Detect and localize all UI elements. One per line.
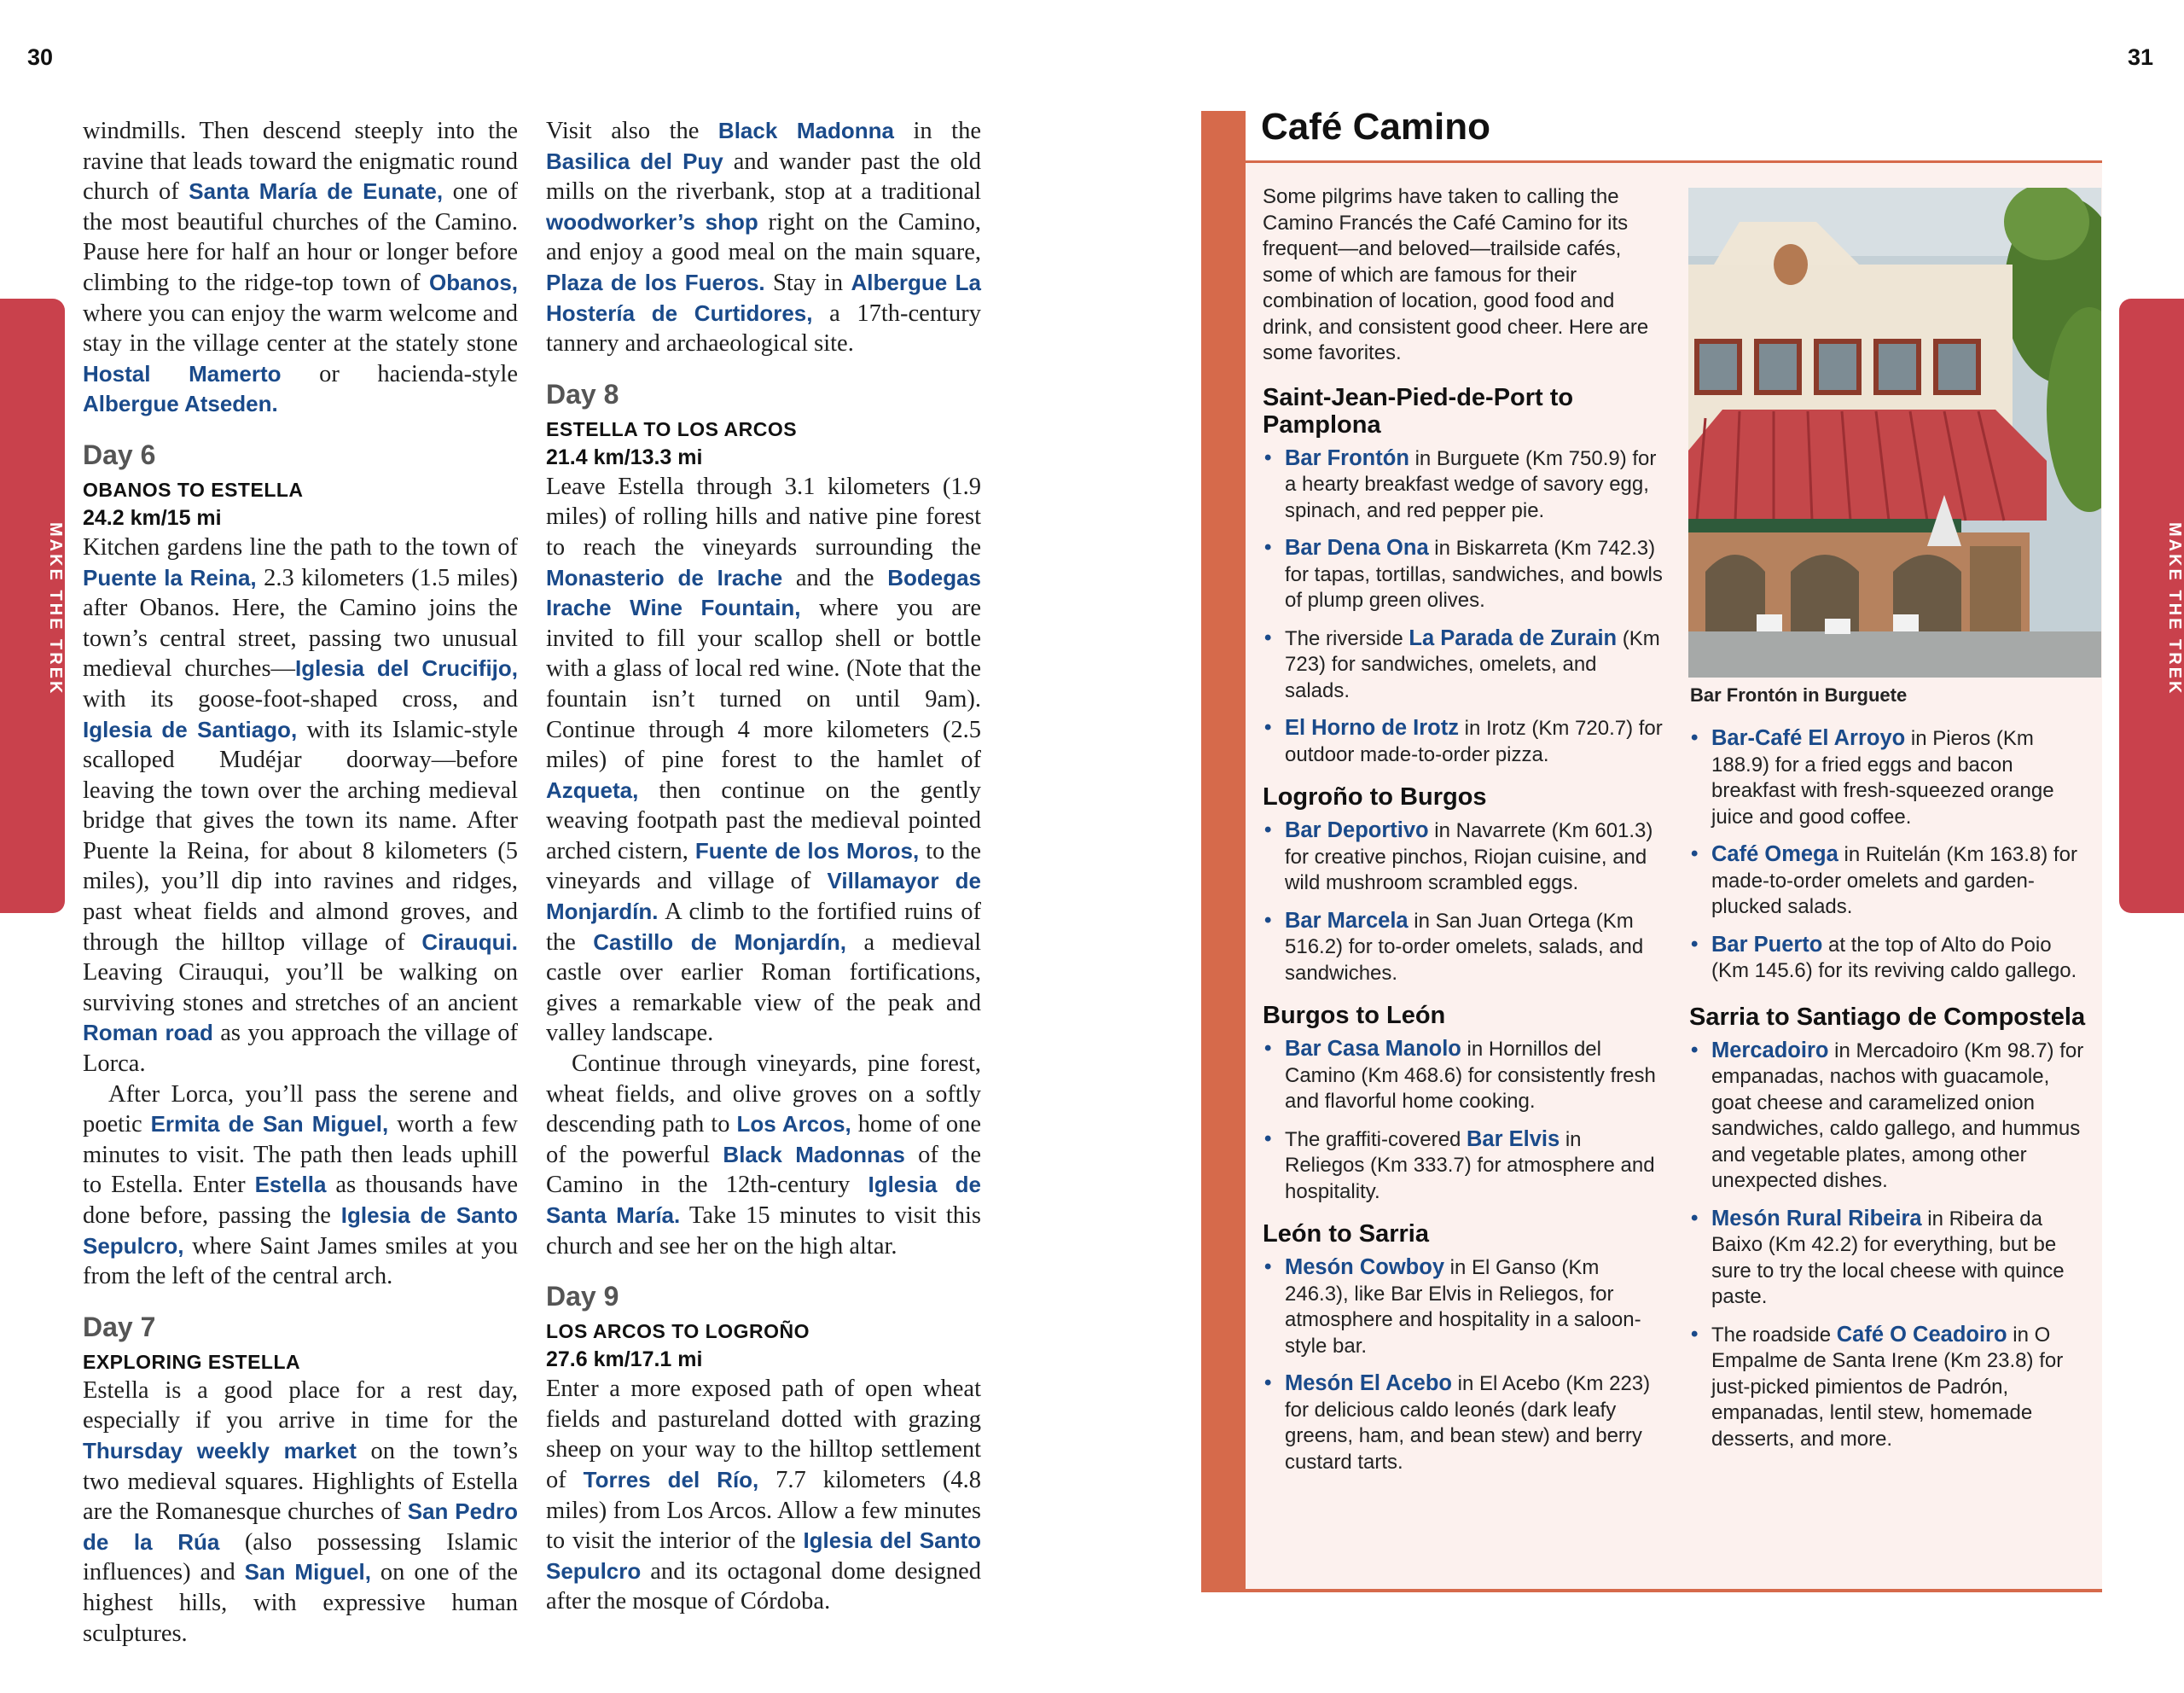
cafe-name: Mesón Cowboy xyxy=(1285,1255,1445,1279)
bullet-icon: • xyxy=(1264,536,1272,559)
bullet-icon: • xyxy=(1691,1206,1699,1230)
cafe-name: Mesón Rural Ribeira xyxy=(1711,1206,1922,1230)
sidebar-title-rule xyxy=(1246,160,2102,163)
list-item: • Bar Dena Ona in Biskarreta (Km 742.3) for tapas, tortillas, sandwiches, and bowls of plump green olives. xyxy=(1264,536,1663,612)
sidebar-intro: Some pilgrims have taken to calling the Camino Francés the Café Camino for its frequent—and beloved—trailside cafés, some of which are famous for their combination of location, good food and drink, and consistent good cheer. Here are some favorites. xyxy=(1263,185,1649,364)
day-distance: 27.6 km/17.1 mi xyxy=(546,1347,703,1372)
cafe-name: El Horno de Irotz xyxy=(1285,716,1459,740)
sidebar-column-right xyxy=(1689,725,2090,1463)
list-item: • Bar Deportivo in Navarrete (Km 601.3) for creative pinchos, Riojan cuisine, and wild mushroom scrambled eggs. xyxy=(1264,818,1653,894)
place-link: San Miguel, xyxy=(244,1559,371,1585)
bullet-icon: • xyxy=(1264,1371,1272,1394)
bullet-icon: • xyxy=(1691,1322,1699,1346)
day-heading: Day 7 xyxy=(83,1311,156,1342)
cafe-name: Bar Marcela xyxy=(1285,908,1409,933)
paragraph: Visit also the Black Madonna in the Basilica del Puy and wander past the old mills on the riverbank, stop at a traditional woodworker’s shop right on the Camino, and enjoy a good meal on the main square, Plaza de los Fueros. Stay in Albergue La Hostería de Curtidores, a 17th-century tannery and archaeological site. xyxy=(546,118,981,358)
cafe-name: Café Omega xyxy=(1711,842,1838,866)
cafe-name: Mercadoiro xyxy=(1711,1038,1829,1062)
place-link: Villamayor de Monjardín. xyxy=(546,868,982,925)
place-link: Monasterio de Irache xyxy=(546,564,783,591)
day-heading: Day 8 xyxy=(546,378,619,410)
section-heading: Saint-Jean-Pied-de-Port to Pamplona xyxy=(1263,383,1574,439)
paragraph: Leave Estella through 3.1 kilometers (1.9 miles) of rolling hills and native pine forest to reach the vineyards surrounding the Monasterio de Irache and the Bodegas Irache Wine Fountain, where you are invited to fill your scallop shell or bottle with a glass of local red wine. (Note that the fountain isn’t turned on until 9am). Continue through 4 more kilometers (2.5 miles) of pine forest to the hamlet of Azqueta, then continue on the gently weaving footpath past the medieval pointed arched cistern, Fuente de los Moros, to the vineyards and village of Villamayor de Monjardín. A climb to the fortified ruins of the Castillo de Monjardín, a medieval castle over earlier Roman fortifications, gives a remarkable view of the peak and valley landscape. xyxy=(546,473,982,1047)
list-item: • Bar Casa Manolo in Hornillos del Camino (Km 468.6) for consistently fresh and flavorful home cooking. xyxy=(1264,1037,1656,1113)
cafe-list xyxy=(1263,445,1664,769)
place-link: San Pedro de la Rúa xyxy=(83,1498,518,1555)
place-link: Azqueta, xyxy=(546,777,639,803)
bullet-icon: • xyxy=(1264,818,1272,841)
place-link: Cirauqui. xyxy=(421,928,518,955)
list-item: • Café Omega in Ruitelán (Km 163.8) for made-to-order omelets and garden-plucked salads. xyxy=(1691,842,2077,918)
cafe-name: Mesón El Acebo xyxy=(1285,1371,1453,1395)
page-number-right: 31 xyxy=(2128,44,2154,70)
bullet-icon: • xyxy=(1264,1126,1272,1150)
list-item: • The roadside Café O Ceadoiro in O Empalme de Santa Irene (Km 23.8) for just-picked pimientos de Padrón, empanadas, lentil stew, homemade desserts, and more. xyxy=(1691,1322,2064,1451)
paragraph: Kitchen gardens line the path to the town of Puente la Reina, 2.3 kilometers (1.5 miles) after Obanos. Here, the Camino joins the town’s central street, passing two unusual medieval churches—Iglesia del Crucifijo, with its goose-foot-shaped cross, and Iglesia de Santiago, with its Islamic-style scalloped Mudéjar doorway—before leaving the town over the arching medieval bridge that gives the town its name. After Puente la Reina, for about 8 kilometers (5 miles), you’ll dip into ravines and ridges, past wheat fields and almond groves, and through the hilltop village of Cirauqui. Leaving Cirauqui, you’ll be walking on surviving stones and stretches of an ancient Roman road as you approach the village of Lorca. xyxy=(83,533,519,1078)
list-item: • Bar-Café El Arroyo in Pieros (Km 188.9) for a fried eggs and bacon breakfast with fresh-squeezed orange juice and good coffee. xyxy=(1691,726,2054,829)
section-heading: León to Sarria xyxy=(1263,1220,1429,1248)
day-heading: Day 6 xyxy=(83,439,156,470)
cafe-list xyxy=(1263,1036,1664,1205)
place-link: Ermita de San Miguel, xyxy=(150,1111,389,1137)
bullet-icon: • xyxy=(1691,842,1699,865)
bullet-icon: • xyxy=(1264,625,1272,649)
sidebar-column-left xyxy=(1263,184,1664,1486)
day-route: ESTELLA TO LOS ARCOS xyxy=(546,417,798,440)
section-heading: Sarria to Santiago de Compostela xyxy=(1689,1003,2086,1031)
cafe-list xyxy=(1689,725,2090,985)
list-item: • The graffiti-covered Bar Elvis in Reliegos (Km 333.7) for atmosphere and hospitality. xyxy=(1264,1126,1655,1203)
bullet-icon: • xyxy=(1264,908,1272,932)
bullet-icon: • xyxy=(1691,932,1699,956)
bullet-icon: • xyxy=(1264,1255,1272,1278)
cafe-name: Bar Elvis xyxy=(1467,1126,1560,1151)
place-link: Iglesia de Santo Sepulcro, xyxy=(83,1202,519,1259)
section-heading: Burgos to León xyxy=(1263,1002,1446,1029)
side-tab-label: MAKE THE TREK xyxy=(46,522,65,696)
list-item: • Mesón Rural Ribeira in Ribeira da Baixo (Km 42.2) for everything, but be sure to try the local cheese with quince paste. xyxy=(1691,1206,2065,1308)
text-column-1 xyxy=(83,116,518,1649)
place-link: Iglesia de Santiago, xyxy=(83,716,298,742)
section-heading: Logroño to Burgos xyxy=(1263,783,1487,811)
place-link: Fuente de los Moros, xyxy=(694,837,920,864)
place-link: Albergue Atseden. xyxy=(83,391,278,417)
place-link: Los Arcos, xyxy=(736,1111,851,1137)
bullet-icon: • xyxy=(1264,445,1272,469)
cafe-name: Bar Deportivo xyxy=(1285,818,1429,842)
place-link: Albergue La Hostería de Curtidores, xyxy=(546,269,981,326)
place-link: Black Madonnas xyxy=(723,1141,905,1167)
list-item: • Mesón El Acebo in El Acebo (Km 223) for delicious caldo leonés (dark leafy greens, ham, and bean stew) and berry custard tarts. xyxy=(1264,1371,1651,1474)
day-route: OBANOS TO ESTELLA xyxy=(83,478,304,501)
list-item: • El Horno de Irotz in Irotz (Km 720.7) for outdoor made-to-order pizza. xyxy=(1264,716,1663,766)
paragraph: Estella is a good place for a rest day, especially if you arrive in time for the Thursday weekly market on the town’s two medieval squares. Highlights of Estella are the Romanesque churches of San Pedro de la Rúa (also possessing Islamic influences) and San Miguel, on one of the highest hills, with expressive human sculptures. xyxy=(83,1376,519,1647)
paragraph: After Lorca, you’ll pass the serene and poetic Ermita de San Miguel, worth a few minutes to visit. The path then leads uphill to Estella. Enter Estella as thousands have done before, passing the Iglesia de Santo Sepulcro, where Saint James smiles at you from the left of the central arch. xyxy=(83,1080,519,1290)
place-link: Iglesia de Santa María. xyxy=(546,1172,981,1228)
place-link: Black Madonna xyxy=(717,118,894,143)
list-item: • The riverside La Parada de Zurain (Km 723) for sandwiches, omelets, and salads. xyxy=(1264,625,1660,702)
place-link: Santa María de Eunate, xyxy=(189,178,444,205)
place-link: Bodegas Irache Wine Fountain, xyxy=(546,564,982,621)
place-link: Estella xyxy=(254,1172,327,1198)
bullet-icon: • xyxy=(1691,1038,1699,1062)
cafe-name: Bar Casa Manolo xyxy=(1285,1037,1461,1061)
cafe-name: Bar Puerto xyxy=(1711,932,1823,957)
page-number-left: 30 xyxy=(27,44,54,70)
list-item: • Mesón Cowboy in El Ganso (Km 246.3), like Bar Elvis in Reliegos, for atmosphere and hospitality in a saloon-style bar. xyxy=(1264,1255,1641,1358)
sidebar-stripe xyxy=(1201,111,1246,1592)
place-link: Obanos, xyxy=(428,269,518,295)
paragraph: windmills. Then descend steeply into the ravine that leads toward the enigmatic round church of Santa María de Eunate, one of the most beautiful churches of the Camino. Pause here for half an hour or longer before climbing to the ridge-top town of Obanos, where you can enjoy the warm welcome and stay in the village center at the stately stone Hostal Mamerto or hacienda-style Albergue Atseden. xyxy=(83,118,518,417)
bullet-icon: • xyxy=(1264,1037,1272,1060)
place-link: Thursday weekly market xyxy=(83,1437,357,1463)
day-distance: 24.2 km/15 mi xyxy=(83,505,222,530)
cafe-name: Bar-Café El Arroyo xyxy=(1711,726,1906,750)
list-item: • Bar Frontón in Burguete (Km 750.9) for a hearty breakfast wedge of savory egg, spinach, and red pepper pie. xyxy=(1264,445,1657,522)
place-link: Plaza de los Fueros. xyxy=(546,269,765,295)
place-link: Iglesia del Crucifijo, xyxy=(295,655,518,682)
day-route: EXPLORING ESTELLA xyxy=(83,1350,301,1373)
list-item: • Bar Marcela in San Juan Ortega (Km 516.2) for to-order omelets, salads, and sandwiches. xyxy=(1264,908,1644,985)
cafe-list xyxy=(1689,1038,2090,1453)
list-item: • Mercadoiro in Mercadoiro (Km 98.7) for empanadas, nachos with guacamole, goat cheese and caramelized onion sandwiches, caldo gallego, and hummus and vegetable plates, among other unexpected dishes. xyxy=(1691,1038,2084,1192)
sidebar-title: Café Camino xyxy=(1261,106,1490,148)
cafe-list xyxy=(1263,817,1664,986)
bullet-icon: • xyxy=(1264,716,1272,739)
cafe-name: La Parada de Zurain xyxy=(1409,625,1618,650)
cafe-name: Bar Dena Ona xyxy=(1285,536,1429,560)
bar-fronton-photo xyxy=(1688,188,2101,678)
text-column-2 xyxy=(546,116,981,1617)
bullet-icon: • xyxy=(1691,726,1699,749)
side-tab-right xyxy=(2119,299,2184,913)
day-heading: Day 9 xyxy=(546,1281,619,1312)
place-link: Roman road xyxy=(83,1020,213,1046)
day-distance: 21.4 km/13.3 mi xyxy=(546,445,703,469)
side-tab-left xyxy=(0,299,65,913)
place-link: Torres del Río, xyxy=(583,1466,759,1492)
cafe-name: Bar Frontón xyxy=(1285,445,1409,470)
place-link: Castillo de Monjardín, xyxy=(593,928,847,955)
side-tab-label: MAKE THE TREK xyxy=(2165,522,2184,696)
photo-caption: Bar Frontón in Burguete xyxy=(1690,684,1908,706)
list-item: • Bar Puerto at the top of Alto do Poio (Km 145.6) for its reviving caldo gallego. xyxy=(1691,932,2077,982)
place-link: woodworker’s shop xyxy=(546,208,758,235)
paragraph: Continue through vineyards, pine forest, wheat fields, and olive groves on a softly descending path to Los Arcos, home of one of the powerful Black Madonnas of the Camino in the 12th-century Iglesia de Santa María. Take 15 minutes to visit this church and see her on the high altar. xyxy=(546,1050,982,1260)
cafe-list xyxy=(1263,1254,1664,1475)
place-link: Iglesia del Santo Sepulcro xyxy=(546,1527,981,1584)
place-link: Hostal Mamerto xyxy=(83,360,282,387)
paragraph: Enter a more exposed path of open wheat fields and pastureland dotted with grazing sheep on your way to the hilltop settlement of Torres del Río, 7.7 kilometers (4.8 miles) from Los Arcos. Allow a few minutes to visit the interior of the Iglesia del Santo Sepulcro and its octagonal dome designed after the mosque of Córdoba. xyxy=(546,1376,981,1615)
sidebar-bottom-rule xyxy=(1246,1589,2102,1592)
cafe-name: Café O Ceadoiro xyxy=(1836,1322,2007,1347)
place-link: Basilica del Puy xyxy=(546,148,723,174)
place-link: Puente la Reina, xyxy=(83,564,257,591)
day-route: LOS ARCOS TO LOGROÑO xyxy=(546,1320,810,1343)
